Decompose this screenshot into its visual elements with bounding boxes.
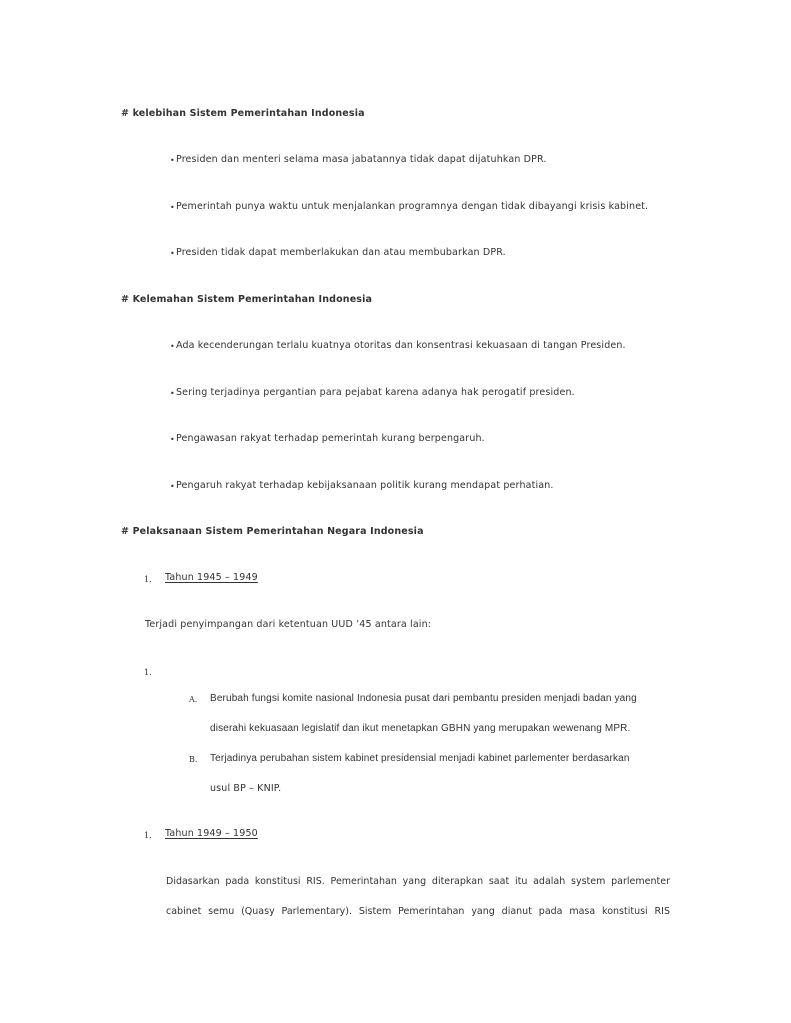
bullet-arrow-icon: • [170, 389, 175, 398]
list-item-text: Pengaruh rakyat terhadap kebijaksanaan politik kurang mendapat perhatian. [176, 480, 554, 491]
bullet-arrow-icon: • [170, 342, 175, 351]
list-item-text: Sering terjadinya pergantian para pejabat karena adanya hak perogatif presiden. [176, 387, 575, 398]
point-text: Berubah fungsi komite nasional Indonesia pusat dari pembantu presiden menjadi badan yang [210, 693, 637, 704]
point-text: Terjadinya perubahan sistem kabinet presidensial menjadi kabinet parlementer berdasarkan [210, 753, 630, 764]
point-text: diserahi kekuasaan legislatif dan ikut menetapkan GBHN yang merupakan wewenang MPR. [210, 723, 631, 734]
bullet-arrow-icon: • [170, 249, 175, 258]
paragraph-line: Didasarkan pada konstitusi RIS. Pemerintahan yang diterapkan saat itu adalah system parlementer [166, 876, 670, 887]
list-item-text: Pemerintah punya waktu untuk menjalankan programnya dengan tidak dibayangi krisis kabinet. [176, 201, 649, 212]
heading-kelebihan: # kelebihan Sistem Pemerintahan Indonesia [121, 108, 365, 119]
list-number: 1. [144, 831, 152, 840]
bullet-arrow-icon: • [170, 435, 175, 444]
list-item-text: Presiden tidak dapat memberlakukan dan atau membubarkan DPR. [176, 247, 506, 258]
heading-kelemahan: # Kelemahan Sistem Pemerintahan Indonesia [121, 294, 373, 305]
list-letter: A. [189, 695, 198, 704]
paragraph-line: cabinet semu (Quasy Parlementary). Sistem Pemerintahan yang dianut pada masa konstitusi RIS [166, 906, 670, 917]
heading-pelaksanaan: # Pelaksanaan Sistem Pemerintahan Negara Indonesia [121, 526, 424, 537]
period-title-1949: Tahun 1949 – 1950 [165, 828, 258, 839]
bullet-arrow-icon: • [170, 156, 175, 165]
list-number: 1. [144, 668, 152, 677]
list-letter: B. [189, 755, 198, 764]
period-intro: Terjadi penyimpangan dari ketentuan UUD ’45 antara lain: [145, 619, 432, 630]
bullet-arrow-icon: • [170, 482, 175, 491]
list-item-text: Pengawasan rakyat terhadap pemerintah kurang berpengaruh. [176, 433, 485, 444]
period-title-1945: Tahun 1945 – 1949 [165, 572, 258, 583]
list-number: 1. [144, 575, 152, 584]
bullet-arrow-icon: • [170, 203, 175, 212]
list-item-text: Presiden dan menteri selama masa jabatannya tidak dapat dijatuhkan DPR. [176, 154, 547, 165]
point-text: usul BP – KNIP. [210, 783, 282, 794]
list-item-text: Ada kecenderungan terlalu kuatnya otoritas dan konsentrasi kekuasaan di tangan Presiden. [176, 340, 626, 351]
